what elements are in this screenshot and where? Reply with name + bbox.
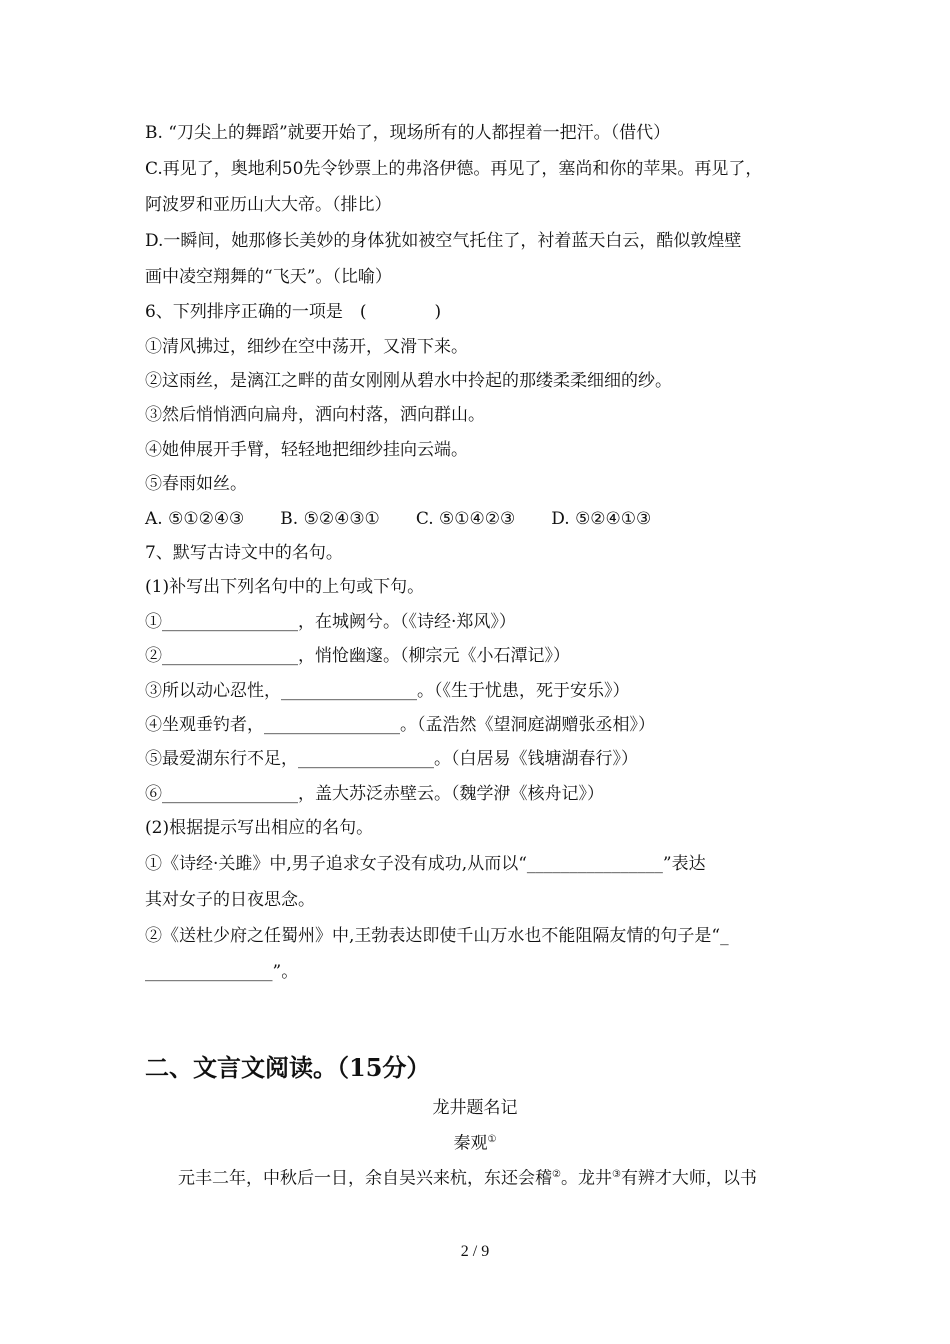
essay-title: 龙井题名记 (432, 1098, 518, 1118)
fill-blank-6: ⑥________________，盖大苏泛赤壁云。（魏学洢《核舟记》） (145, 784, 604, 804)
sentence-5: ⑤春雨如丝。 (145, 474, 247, 494)
fill-blank-1: ①________________，在城阙兮。（《诗经·郑风》） (145, 612, 516, 632)
paragraph-text: 有辨才大师，以书 (620, 1168, 757, 1189)
option-d-line-cont: 画中凌空翔舞的“飞天”。（比喻） (145, 267, 392, 287)
sentence-3: ③然后悄悄洒向扁舟，洒向村落，洒向群山。 (145, 405, 485, 425)
sentence-2: ②这雨丝，是漓江之畔的苗女刚刚从碧水中拎起的那缕柔柔细细的纱。 (145, 371, 672, 391)
paragraph-text: 。龙井 (560, 1168, 612, 1189)
fill-blank-5: ⑤最爱湖东行不足，________________。（白居易《钱塘湖春行》） (145, 749, 638, 769)
sentence-4: ④她伸展开手臂，轻轻地把细纱挂向云端。 (145, 440, 468, 460)
option-d-line: D.一瞬间，她那修长美妙的身体犹如被空气托住了，衬着蓝天白云，酷似敦煌壁 (145, 231, 742, 251)
essay-paragraph (178, 1164, 757, 1190)
answer-options (145, 508, 687, 530)
fill-blank-4: ④坐观垂钓者，________________。（孟浩然《望洞庭湖赠张丞相》） (145, 715, 655, 735)
answer-option-b: B. ⑤②④③① (280, 509, 380, 529)
question-6: 6、下列排序正确的一项是 ( ) (145, 302, 442, 322)
fill-blank-2: ②________________，悄怆幽邃。（柳宗元《小石潭记》） (145, 646, 570, 666)
prompt-2-cont: _______________”。 (145, 962, 299, 982)
essay-author (0, 1129, 950, 1155)
author-name: 秦观 (453, 1133, 488, 1154)
page-number: 2 / 9 (460, 1243, 490, 1260)
question-7: 7、默写古诗文中的名句。 (145, 543, 343, 563)
answer-option-a: A. ⑤①②④③ (145, 509, 245, 529)
author-footnote-mark: ① (487, 1134, 497, 1145)
prompt-2: ②《送杜少府之任蜀州》中,王勃表达即使千山万水也不能阻隔友情的句子是“_ (145, 926, 729, 946)
answer-option-d: D. ⑤②④①③ (551, 509, 652, 529)
subquestion-1: (1)补写出下列名句中的上句或下句。 (145, 577, 425, 597)
prompt-1-cont: 其对女子的日夜思念。 (145, 890, 315, 910)
footnote-mark: ③ (611, 1169, 621, 1180)
option-c-line-cont: 阿波罗和亚历山大大帝。（排比） (145, 195, 392, 215)
paragraph-text: 元丰二年，中秋后一日，余自吴兴来杭，东还会稽 (178, 1168, 552, 1189)
fill-blank-3: ③所以动心忍性，________________。（《生于忧患，死于安乐》） (145, 681, 630, 701)
footnote-mark: ② (552, 1169, 561, 1180)
prompt-1: ①《诗经·关雎》中,男子追求女子没有成功,从而以“________________”表达 (145, 854, 706, 874)
option-b-line: B. “刀尖上的舞蹈”就要开始了，现场所有的人都捏着一把汗。（借代） (145, 123, 671, 143)
subquestion-2: (2)根据提示写出相应的名句。 (145, 818, 374, 838)
option-c-line: C.再见了，奥地利50先令钞票上的弗洛伊德。再见了，塞尚和你的苹果。再见了， (145, 159, 763, 179)
section-heading: 二、文言文阅读。（15分） (145, 1053, 431, 1082)
answer-option-c: C. ⑤①④②③ (415, 509, 516, 529)
sentence-1: ①清风拂过，细纱在空中荡开，又滑下来。 (145, 337, 468, 357)
